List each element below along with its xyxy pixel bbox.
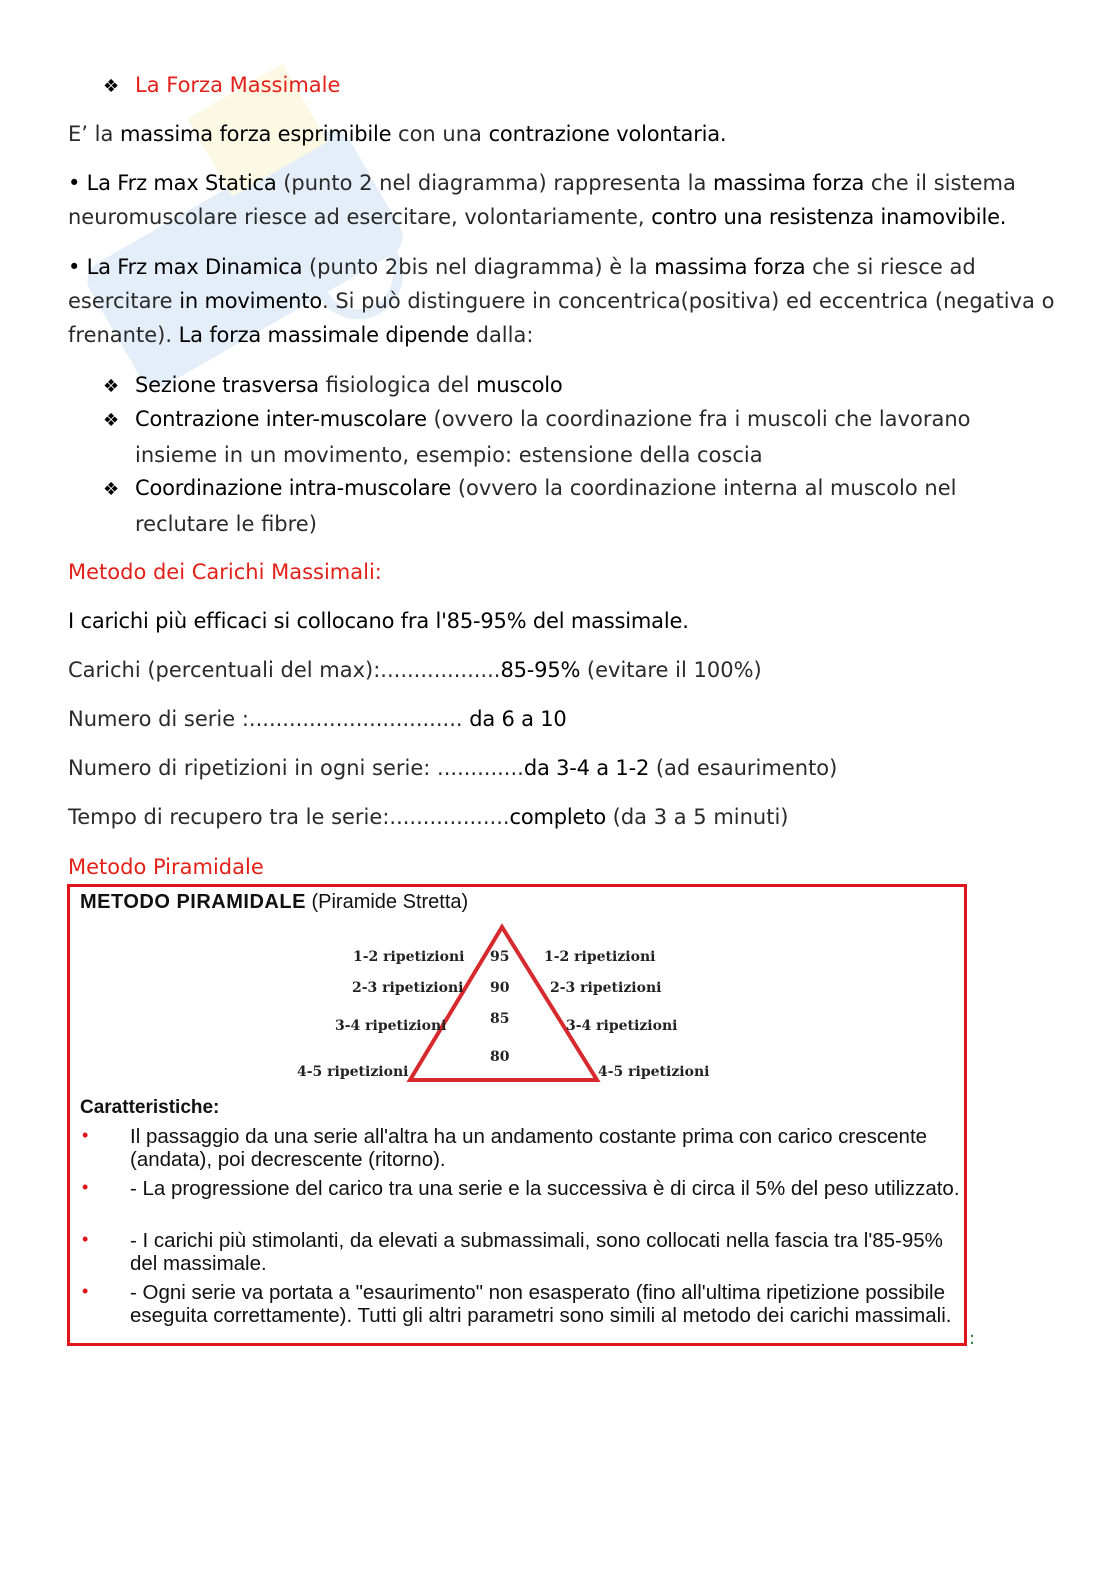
list-item: ❖ Contrazione inter-muscolare (ovvero la coordinazione fra i muscoli che lavorano insieme in un movimento, esempio: estensione della coscia: [103, 402, 971, 472]
bullet-icon: •: [82, 1177, 89, 1197]
right-reps-label: 4-5 ripetizioni: [598, 1064, 710, 1080]
pyramid-method-figure: METODO PIRAMIDALE (Piramide Stretta) 1-2 ripetizioni 2-3 ripetizioni 3-4 ripetizioni 4-5 ripetizioni 1-2 ripetizioni 2-3 ripetizioni 3-4 ripetizioni 4-5 ripetizioni 95 90 85 80 Caratteristiche: • Il passaggio da una serie all'altra ha un andamento costante prima con carico crescente (andata), poi decrescente (ritorno). • - La progressione del carico tra una serie e la successiva è di circa il 5% del peso utilizzato. • - I carichi più stimolanti, da elevati a submassimali, sono collocati nella fascia tra l'85-95% del massimale. • - Ogni serie va portata a "esaurimento" non esasperato (fino all'ultima ripetizione possibile eseguita correttamente). Tutti gli altri parametri sono simili al metodo dei carichi massimali.: [67, 884, 967, 1346]
diamond-bullet-icon: ❖: [103, 410, 120, 431]
section-heading: ❖ La Forza Massimale: [103, 68, 340, 104]
static-max-force-paragraph: • La Frz max Statica (punto 2 nel diagramma) rappresenta la massima forza che il sistema neuromuscolare riesce ad esercitare, volontariamente, contro una resistenza inamovibile.: [68, 171, 1016, 229]
left-reps-label: 4-5 ripetizioni: [297, 1064, 409, 1080]
list-item: ❖ Coordinazione intra-muscolare (ovvero la coordinazione interna al muscolo nel reclutare le fibre): [103, 471, 956, 541]
parameter-row: Numero di ripetizioni in ogni serie: .............da 3-4 a 1-2 (ad esaurimento): [68, 756, 838, 780]
pyramid-method-heading: Metodo Piramidale: [68, 855, 264, 879]
characteristics-heading: Caratteristiche:: [80, 1097, 220, 1118]
pyramid-triangle-icon: [70, 887, 970, 1087]
left-reps-label: 1-2 ripetizioni: [353, 949, 465, 965]
right-reps-label: 2-3 ripetizioni: [550, 980, 662, 996]
percentage-label: 80: [490, 1049, 510, 1065]
left-reps-label: 2-3 ripetizioni: [352, 980, 464, 996]
bullet-icon: •: [82, 1281, 89, 1301]
dynamic-max-force-paragraph: • La Frz max Dinamica (punto 2bis nel diagramma) è la massima forza che si riesce ad esercitare in movimento. Si può distinguere in concentrica(positiva) ed eccentrica (negativa o frenante). La forza massimale dipende dalla:: [68, 255, 1055, 347]
figure-title: METODO PIRAMIDALE (Piramide Stretta): [80, 891, 469, 913]
max-load-intro: I carichi più efficaci si collocano fra l'85-95% del massimale.: [68, 609, 689, 633]
parameter-row: Carichi (percentuali del max):..................85-95% (evitare il 100%): [68, 658, 762, 682]
percentage-label: 95: [490, 949, 510, 965]
percentage-label: 90: [490, 980, 510, 996]
trailing-colon: :: [969, 1328, 976, 1349]
bullet-icon: •: [82, 1229, 89, 1249]
max-load-method-heading: Metodo dei Carichi Massimali:: [68, 560, 382, 584]
right-reps-label: 1-2 ripetizioni: [544, 949, 656, 965]
diamond-bullet-icon: ❖: [103, 479, 120, 500]
definition-paragraph: E’ la massima forza esprimibile con una contrazione volontaria.: [68, 122, 727, 146]
right-reps-label: 3-4 ripetizioni: [566, 1018, 678, 1034]
percentage-label: 85: [490, 1011, 510, 1027]
parameter-row: Tempo di recupero tra le serie:..................completo (da 3 a 5 minuti): [68, 805, 789, 829]
parameter-row: Numero di serie :................................ da 6 a 10: [68, 707, 567, 731]
diamond-bullet-icon: ❖: [103, 76, 120, 97]
diamond-bullet-icon: ❖: [103, 376, 120, 397]
left-reps-label: 3-4 ripetizioni: [335, 1018, 447, 1034]
list-item: ❖ Sezione trasversa fisiologica del muscolo: [103, 368, 563, 404]
bullet-icon: •: [82, 1125, 89, 1145]
